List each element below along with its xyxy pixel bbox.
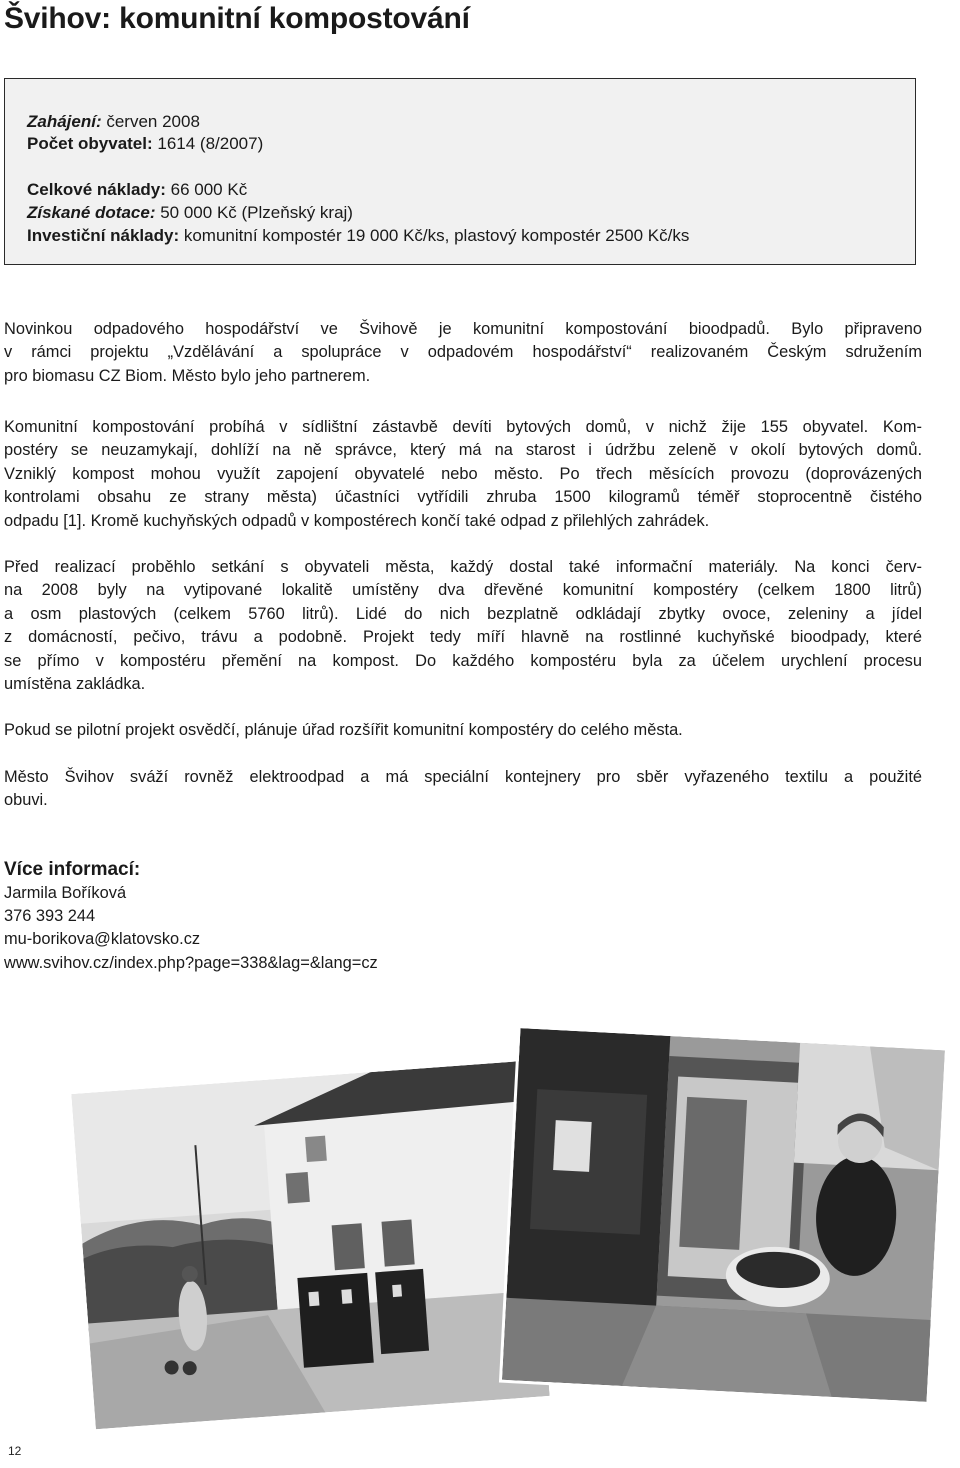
- paragraph-line: Pokud se pilotní projekt osvědčí, plánuje úřad rozšířit komunitní kompostéry do celého města.: [4, 721, 683, 739]
- info-population-value: 1614 (8/2007): [152, 134, 264, 153]
- info-grants-value: 50 000 Kč (Plzeňský kraj): [155, 203, 353, 222]
- paragraph-line: Před realizací proběhlo setkání s obyvateli města, každý dostal také informační materiály. Na konci červ-: [4, 558, 922, 576]
- paragraph-line: obuvi.: [4, 791, 48, 810]
- paragraph-intro: [4, 318, 922, 388]
- paragraph-other-waste: [4, 766, 922, 813]
- project-info-box: [4, 78, 916, 265]
- paragraph-line: z domácností, pečivo, trávu a podobně. Projekt tedy míří hlavně na rostlinné kuchyňské bioodpady, které: [4, 628, 922, 647]
- contact-heading: Více informací:: [4, 859, 141, 880]
- info-investment-label: Investiční náklady:: [27, 226, 180, 245]
- info-investment-value: komunitní kompostér 19 000 Kč/ks, plastový kompostér 2500 Kč/ks: [179, 226, 690, 245]
- paragraph-line: umístěna zakládka.: [4, 675, 146, 694]
- paragraph-line: pro biomasu CZ Biom. Město bylo jeho partnerem.: [4, 366, 371, 385]
- page-title: Švihov: komunitní kompostování: [4, 2, 470, 35]
- info-grants: [27, 203, 353, 223]
- paragraph-line: postéry se neuzamykají, dohlíží na ně správce, který má na starost i údržbu zeleně v okolí bytových domů.: [4, 441, 922, 460]
- info-start-value: červen 2008: [101, 112, 200, 131]
- paragraph-realization: [4, 556, 922, 696]
- paragraph-process: [4, 416, 922, 533]
- paragraph-line: kontrolami obsahu ze strany města) účastníci vytřídili zhruba 1500 kilogramů téměř stoprocentně čistého: [4, 488, 922, 507]
- paragraph-line: se přímo v kompostéru přemění na kompost. Do každého kompostéru byla za účelem urychlení procesu: [4, 651, 922, 670]
- contact-email[interactable]: mu-borikova@klatovsko.cz: [4, 930, 201, 949]
- info-total-costs: [27, 180, 247, 200]
- page-number: 12: [8, 1444, 22, 1458]
- contact-url[interactable]: www.svihov.cz/index.php?page=338&lag=&lang=cz: [4, 953, 378, 972]
- paragraph-line: na 2008 byly na vytipované lokalitě umístěny dva dřevěné komunitní kompostéry (celkem 1800 litrů): [4, 581, 922, 600]
- info-total-costs-label: Celkové náklady:: [27, 180, 166, 199]
- info-population-label: Počet obyvatel:: [27, 134, 153, 153]
- contact-name: Jarmila Boříková: [4, 884, 127, 902]
- photo-woman-composting: [499, 1025, 948, 1405]
- info-start: [27, 112, 200, 132]
- contact-section: [4, 858, 378, 975]
- paragraph-line: a osm plastových (celkem 5760 litrů). Lidé do nich bezplatně odkládají zbytky ovoce, zeleniny a jídel: [4, 604, 922, 623]
- info-population: [27, 134, 263, 154]
- paragraph-line: Komunitní kompostování probíhá v sídlištní zástavbě devíti bytových domů, v nichž žije 155 obyvatel. Kom-: [4, 418, 922, 436]
- paragraph-line: odpadu [1]. Kromě kuchyňských odpadů v kompostérech končí také odpad z přilehlých zahrádek.: [4, 511, 710, 530]
- info-start-label: Zahájení:: [27, 112, 102, 131]
- photo-compost-site: [68, 1058, 553, 1433]
- info-investment: [27, 226, 689, 246]
- paragraph-plans: [4, 719, 922, 742]
- paragraph-line: Město Švihov sváží rovněž elektroodpad a má speciální kontejnery pro sběr vyřazeného textilu a použité: [4, 768, 922, 786]
- info-total-costs-value: 66 000 Kč: [165, 180, 248, 199]
- paragraph-line: v rámci projektu „Vzdělávání a spolupráce v odpadovém hospodářství“ realizovaném Českým sdružením: [4, 343, 922, 362]
- paragraph-line: Vzniklý kompost mohou využít zapojení obyvatelé nebo město. Po třech měsících provozu (doprovázených: [4, 464, 922, 483]
- info-grants-label: Získané dotace:: [27, 203, 156, 222]
- paragraph-line: Novinkou odpadového hospodářství ve Švihově je komunitní kompostování bioodpadů. Bylo připraveno: [4, 320, 922, 338]
- contact-phone: 376 393 244: [4, 907, 96, 926]
